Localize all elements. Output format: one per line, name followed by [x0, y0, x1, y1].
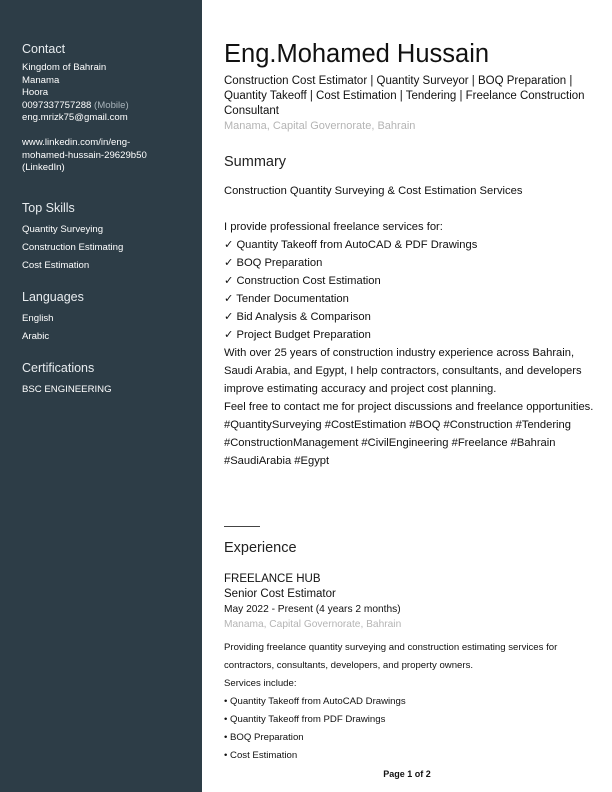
summary-check-item: ✓ Project Budget Preparation: [224, 329, 371, 341]
job-dates: May 2022 - Present (4 years 2 months): [224, 604, 401, 615]
job-title: Senior Cost Estimator: [224, 588, 336, 600]
section-divider: [224, 526, 260, 527]
summary-body: [224, 182, 594, 470]
skill-item: Quantity Surveying: [22, 224, 104, 235]
services-label: Services include:: [224, 678, 297, 689]
summary-lead: I provide professional freelance services for:: [224, 221, 443, 233]
job-description-text: Providing freelance quantity surveying and construction estimating services for contractors, consultants, developers, and property owners.: [224, 642, 558, 671]
company-name: FREELANCE HUB: [224, 573, 321, 585]
job-description: [224, 639, 596, 765]
skills-section: [22, 201, 192, 275]
service-item: • Cost Estimation: [224, 750, 298, 761]
page-number: Page 1 of 2: [383, 769, 431, 779]
location: Manama, Capital Governorate, Bahrain: [224, 120, 416, 132]
summary-check-item: ✓ Bid Analysis & Comparison: [224, 311, 371, 323]
linkedin-link-line1[interactable]: www.linkedin.com/in/eng-: [22, 136, 131, 148]
summary-check-item: ✓ Construction Cost Estimation: [224, 275, 381, 287]
skill-item: Construction Estimating: [22, 242, 124, 253]
language-item: English: [22, 313, 54, 324]
contact-address-line: Manama: [22, 74, 60, 86]
job-location: Manama, Capital Governorate, Bahrain: [224, 619, 402, 630]
phone-number[interactable]: 0097337757288: [22, 99, 92, 111]
experience-entry: [224, 572, 596, 765]
certifications-heading: Certifications: [22, 361, 95, 375]
linkedin-link-line2[interactable]: mohamed-hussain-29629b50: [22, 149, 147, 161]
phone-type: (Mobile): [94, 99, 129, 111]
contact-section: [22, 42, 192, 175]
sidebar: [0, 0, 202, 792]
skill-item: Cost Estimation: [22, 260, 90, 271]
contact-heading: Contact: [22, 42, 66, 56]
summary-hashtags: #QuantitySurveying #CostEstimation #BOQ #Construction #Tendering #ConstructionManagement #CivilEngineering #Freelance #Bahrain #SaudiArabia #Egypt: [224, 419, 571, 467]
languages-heading: Languages: [22, 290, 84, 304]
certifications-section: [22, 361, 192, 399]
certification-item: BSC ENGINEERING: [22, 384, 112, 395]
summary-heading: Summary: [224, 154, 287, 170]
headline: Construction Cost Estimator | Quantity Surveyor | BOQ Preparation | Quantity Takeoff | Cost Estimation | Tendering | Freelance Construction Consultant: [224, 75, 585, 117]
summary-check-item: ✓ BOQ Preparation: [224, 257, 323, 269]
service-item: • Quantity Takeoff from AutoCAD Drawings: [224, 696, 406, 707]
candidate-name: Eng.Mohamed Hussain: [224, 40, 490, 68]
summary-check-item: ✓ Tender Documentation: [224, 293, 349, 305]
contact-address-line: Hoora: [22, 87, 49, 99]
languages-section: [22, 290, 192, 346]
summary-experience-text: With over 25 years of construction industry experience across Bahrain, Saudi Arabia, and Egypt, I help contractors, consultants, and developers improve estimating accuracy and project cost planning.: [224, 347, 582, 395]
service-item: • Quantity Takeoff from PDF Drawings: [224, 714, 386, 725]
contact-address-line: Kingdom of Bahrain: [22, 62, 107, 73]
service-item: • BOQ Preparation: [224, 732, 304, 743]
summary-intro: Construction Quantity Surveying & Cost Estimation Services: [224, 185, 523, 197]
summary-check-item: ✓ Quantity Takeoff from AutoCAD & PDF Drawings: [224, 239, 478, 251]
contact-email[interactable]: eng.mrizk75@gmail.com: [22, 112, 128, 124]
experience-heading: Experience: [224, 540, 297, 556]
summary-contact-text: Feel free to contact me for project discussions and freelance opportunities.: [224, 401, 594, 413]
contact-phone: [22, 100, 192, 113]
linkedin-label: (LinkedIn): [22, 162, 65, 174]
skills-heading: Top Skills: [22, 201, 75, 215]
language-item: Arabic: [22, 331, 50, 342]
